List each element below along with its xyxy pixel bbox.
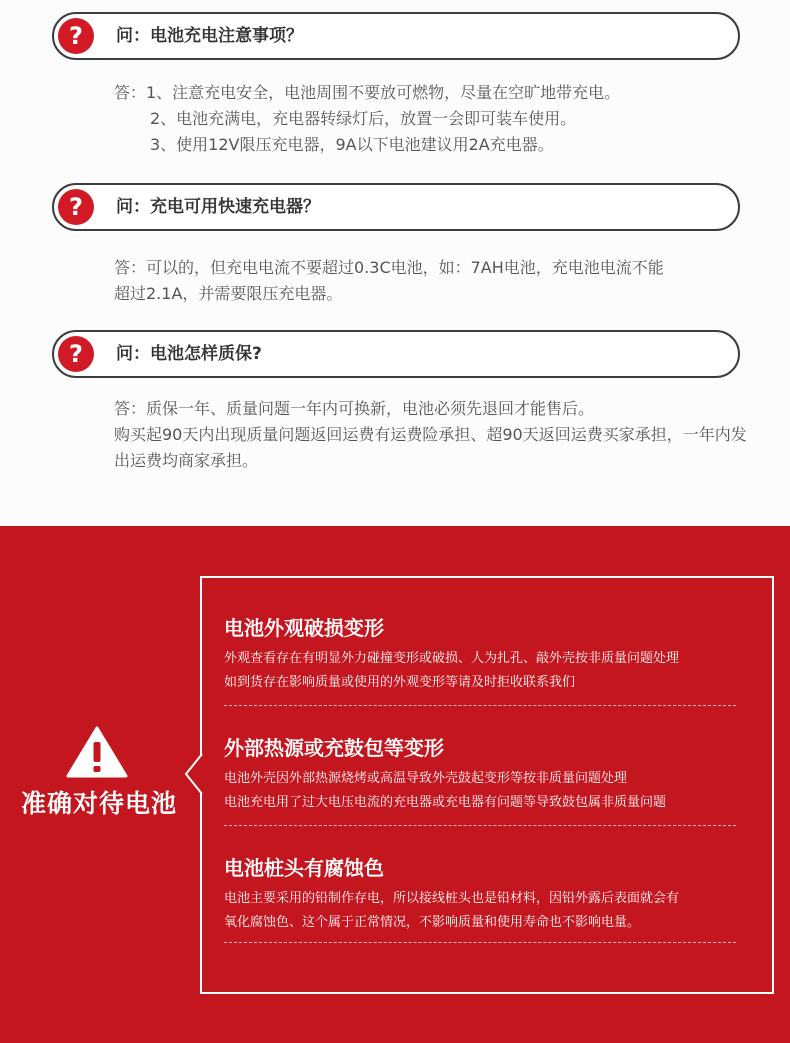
answer-line: 答：1、注意充电安全，电池周围不要放可燃物，尽量在空旷地带充电。 [114,83,621,102]
warning-item-title: 电池桩头有腐蚀色 [224,856,384,880]
warning-item-title: 外部热源或充鼓包等变形 [224,736,444,760]
warning-item-line: 电池充电用了过大电压电流的充电器或充电器有问题等导致鼓包属非质量问题 [224,795,667,810]
question-text: 问：电池充电注意事项？ [116,26,303,46]
faq-question-1 [52,12,740,60]
faq-question-3 [52,330,740,378]
faq-answer-2 [114,255,664,307]
warning-item-line: 电池外壳因外部热源烧烤或高温导致外壳鼓起变形等按非质量问题处理 [224,771,628,786]
warning-triangle-icon [66,726,128,778]
answer-line: 购买起90天内出现质量问题返回运费有运费险承担、超90天返回运费买家承担，一年内发出运费均商家承担。 [114,425,747,470]
warning-item-title: 电池外观破损变形 [224,616,384,640]
answer-line: 超过2.1A，并需要限压充电器。 [114,284,343,303]
question-mark-icon: ? [58,18,94,54]
question-mark-icon: ? [58,189,94,225]
divider [224,705,736,706]
panel-pointer [184,754,204,794]
warning-item-line: 氧化腐蚀色、这个属于正常情况，不影响质量和使用寿命也不影响电量。 [224,915,641,930]
warning-item-heat [224,732,744,815]
answer-line: 答：质保一年、质量问题一年内可换新，电池必须先退回才能售后。 [114,399,595,418]
warning-item-line: 如到货存在影响质量或使用的外观变形等请及时拒收联系我们 [224,675,576,690]
answer-line: 答：可以的，但充电电流不要超过0.3C电池，如：7AH电池，充电池电流不能 [114,258,664,277]
faq-question-2 [52,183,740,231]
warning-item-corrosion [224,852,744,935]
question-text: 问：电池怎样质保? [116,344,262,364]
warning-item-line: 外观查看存在有明显外力碰撞变形或破损、人为扎孔、敲外壳按非质量问题处理 [224,651,680,666]
answer-line: 2、电池充满电，充电器转绿灯后，放置一会即可装车使用。 [150,109,577,128]
divider [224,942,736,943]
answer-line: 3、使用12V限压充电器，9A以下电池建议用2A充电器。 [150,135,554,154]
faq-answer-3 [114,396,758,474]
question-text: 问：充电可用快速充电器？ [116,197,320,217]
warning-item-damage [224,612,744,695]
divider [224,825,736,826]
warning-item-line: 电池主要采用的铅制作存电，所以接线桩头也是铅材料，因铅外露后表面就会有 [224,891,680,906]
faq-answer-1 [114,80,620,158]
warning-slogan: 准确对待电池 [20,789,177,818]
question-mark-icon: ? [58,336,94,372]
